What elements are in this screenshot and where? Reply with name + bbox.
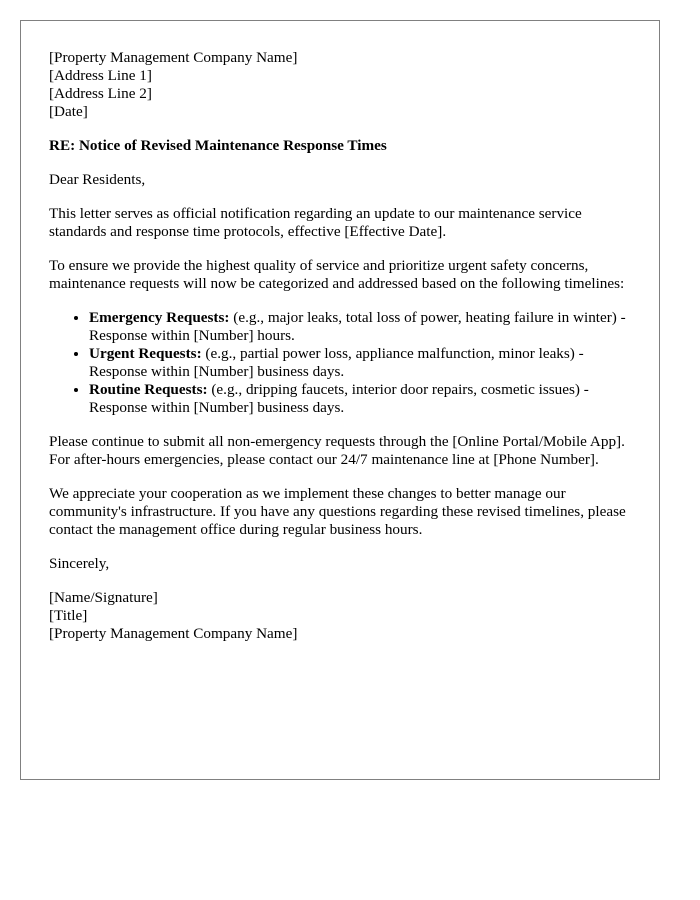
company-name: [Property Management Company Name] [49,49,298,66]
sender-address-block [49,49,631,121]
signature-block [49,589,631,643]
request-type-description: (e.g., partial power loss, appliance malfunction, minor leaks) - Response within [Number] business days. [89,345,584,380]
request-type-description: (e.g., dripping faucets, interior door repairs, cosmetic issues) - Response within [Number] business days. [89,381,589,416]
submission-paragraph: Please continue to submit all non-emergency requests through the [Online Portal/Mobile App]. For after-hours emergencies, please contact our 24/7 maintenance line at [Phone Number]. [49,433,625,468]
list-item [89,381,631,417]
salutation: Dear Residents, [49,171,146,188]
signoff: Sincerely, [49,555,110,572]
request-type-description: (e.g., major leaks, total loss of power, heating failure in winter) - Response within [Number] hours. [89,309,626,344]
list-item [89,309,631,345]
intro-paragraph: This letter serves as official notification regarding an update to our maintenance service standards and response time protocols, effective [Effective Date]. [49,205,582,240]
letter-document [20,20,660,780]
categories-intro-paragraph: To ensure we provide the highest quality of service and prioritize urgent safety concerns, maintenance requests will now be categorized and addressed based on the following timelines: [49,257,625,292]
request-type-label: Routine Requests: [89,381,208,398]
letter-date: [Date] [49,103,88,120]
signature-company: [Property Management Company Name] [49,625,298,642]
address-line-1: [Address Line 1] [49,67,152,84]
request-types-list [49,309,631,417]
closing-paragraph: We appreciate your cooperation as we implement these changes to better manage our community's infrastructure. If you have any questions regarding these revised timelines, please contact the management office during regular business hours. [49,485,626,538]
signature-name: [Name/Signature] [49,589,158,606]
request-type-label: Urgent Requests: [89,345,202,362]
signature-title: [Title] [49,607,88,624]
subject-line: RE: Notice of Revised Maintenance Response Times [49,137,387,154]
request-type-label: Emergency Requests: [89,309,230,326]
address-line-2: [Address Line 2] [49,85,152,102]
list-item [89,345,631,381]
